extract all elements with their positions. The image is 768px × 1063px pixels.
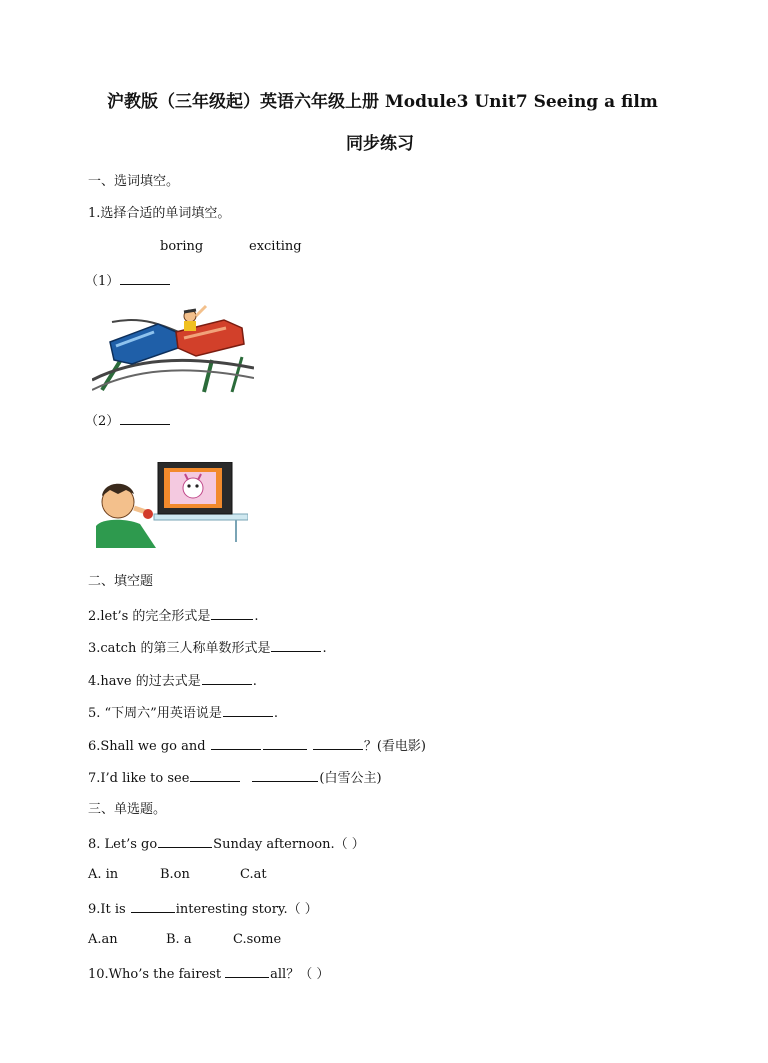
- answer-blank[interactable]: [223, 704, 273, 717]
- question-8: [88, 835, 365, 853]
- answer-blank[interactable]: [120, 412, 170, 425]
- word-option-exciting: exciting: [249, 239, 302, 254]
- question-2: [88, 607, 259, 625]
- question-4: [88, 672, 257, 690]
- question-9-stem-end: interesting story.（ ）: [175, 902, 318, 917]
- answer-blank[interactable]: [263, 737, 307, 750]
- question-3-tail: .: [322, 641, 327, 656]
- question-8-option-b[interactable]: B.on: [160, 867, 190, 882]
- question-10: [88, 965, 329, 983]
- answer-blank[interactable]: [131, 900, 175, 913]
- question-6: [88, 737, 426, 755]
- question-9-option-b[interactable]: B. a: [166, 932, 192, 947]
- question-9: [88, 900, 318, 918]
- question-8-option-a[interactable]: A. in: [88, 867, 119, 882]
- question-10-stem-end: all？（ ）: [270, 967, 330, 982]
- question-4-text: 4.have 的过去式是: [88, 674, 201, 689]
- question-6-text: 6.Shall we go and: [88, 739, 206, 754]
- boy-watching-tv-picture: [96, 462, 248, 548]
- question-2-tail: .: [254, 609, 259, 624]
- rollercoaster-picture: [92, 302, 254, 396]
- word-option-boring: boring: [160, 239, 204, 254]
- answer-blank[interactable]: [211, 737, 261, 750]
- question-7-tail: (白雪公主): [319, 771, 382, 786]
- question-6-tail: ？(看电影): [363, 739, 426, 754]
- section-3-heading: 三、单选题。: [88, 802, 167, 817]
- answer-blank[interactable]: [271, 639, 321, 652]
- section-1-heading: 一、选词填空。: [88, 174, 180, 189]
- answer-blank[interactable]: [190, 769, 240, 782]
- question-3-text: 3.catch 的第三人称单数形式是: [88, 641, 271, 656]
- question-4-tail: .: [252, 674, 257, 689]
- document-subtitle: 同步练习: [346, 134, 414, 154]
- question-9-option-a[interactable]: A.an: [88, 932, 118, 947]
- answer-blank[interactable]: [252, 769, 318, 782]
- question-5-text: 5. “下周六”用英语说是: [88, 706, 222, 721]
- section-2-heading: 二、填空题: [88, 574, 154, 589]
- answer-blank[interactable]: [202, 672, 252, 685]
- question-7-text: 7.I’d like to see: [88, 771, 190, 786]
- answer-blank[interactable]: [313, 737, 363, 750]
- answer-blank[interactable]: [211, 607, 253, 620]
- question-10-stem: 10.Who’s the fairest: [88, 967, 222, 982]
- question-8-option-c[interactable]: C.at: [240, 867, 267, 882]
- question-5: [88, 704, 278, 722]
- question-3: [88, 639, 327, 657]
- question-1-item-2: [85, 412, 171, 430]
- answer-blank[interactable]: [120, 272, 170, 285]
- question-5-tail: .: [273, 706, 278, 721]
- answer-blank[interactable]: [158, 835, 212, 848]
- question-8-stem-end: Sunday afternoon.（ ）: [213, 837, 365, 852]
- question-2-text: 2.let’s 的完全形式是: [88, 609, 211, 624]
- question-9-stem: 9.It is: [88, 902, 126, 917]
- question-1-prompt: 1.选择合适的单词填空。: [88, 206, 231, 221]
- question-8-stem: 8. Let’s go: [88, 837, 158, 852]
- item-2-label: （2）: [85, 414, 120, 429]
- question-7: [88, 769, 382, 787]
- question-1-item-1: [85, 272, 171, 290]
- item-1-label: （1）: [85, 274, 120, 289]
- document-title: 沪教版（三年级起）英语六年级上册 Module3 Unit7 Seeing a film: [107, 92, 658, 112]
- answer-blank[interactable]: [225, 965, 269, 978]
- question-9-option-c[interactable]: C.some: [233, 932, 282, 947]
